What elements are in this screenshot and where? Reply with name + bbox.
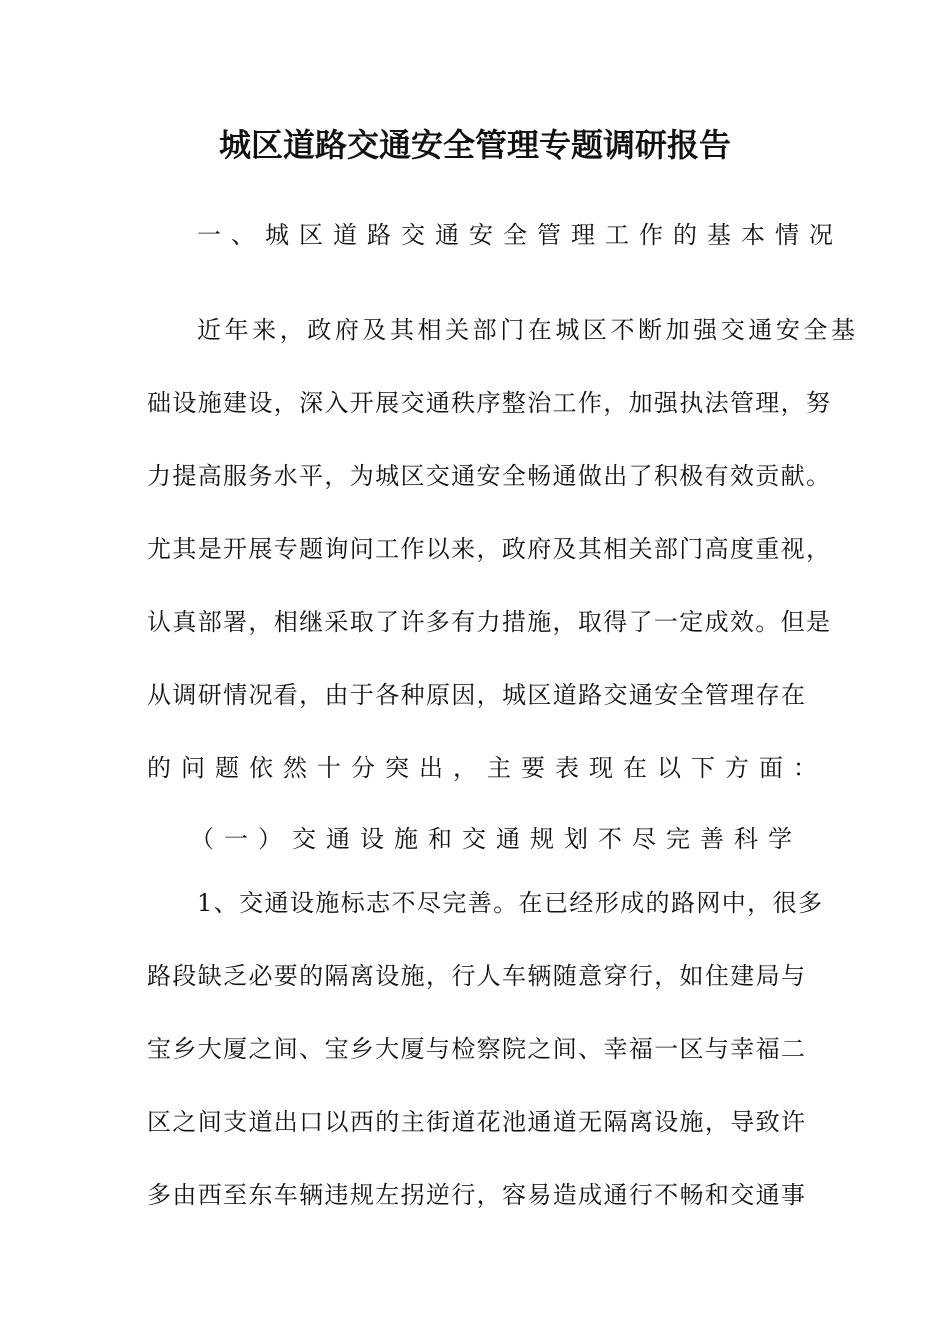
paragraph-line: 础设施建设，深入开展交通秩序整治工作，加强执法管理，努 [147, 389, 830, 417]
paragraph-line: 力提高服务水平，为城区交通安全畅通做出了积极有效贡献。 [147, 462, 830, 490]
paragraph-line: 认真部署，相继采取了许多有力措施，取得了一定成效。但是 [147, 608, 830, 636]
paragraph-line: 1、交通设施标志不尽完善。在已经形成的路网中，很多 [197, 889, 822, 917]
paragraph-line: 尤其是开展专题询问工作以来，政府及其相关部门高度重视， [147, 535, 830, 563]
subsection-heading: （一）交通设施和交通规划不尽完善科学 [190, 825, 802, 853]
paragraph-line: 从调研情况看，由于各种原因，城区道路交通安全管理存在 [147, 681, 805, 709]
paragraph-line: 区之间支道出口以西的主街道花池通道无隔离设施，导致许 [147, 1108, 805, 1136]
paragraph-line: 近年来，政府及其相关部门在城区不断加强交通安全基 [197, 316, 855, 344]
section-heading: 一、城区道路交通安全管理工作的基本情况 [197, 221, 843, 249]
paragraph-line: 多由西至东车辆违规左拐逆行，容易造成通行不畅和交通事 [147, 1181, 805, 1209]
paragraph-line: 的问题依然十分突出，主要表现在以下方面： [147, 754, 827, 782]
document-title: 城区道路交通安全管理专题调研报告 [218, 126, 731, 164]
paragraph-line: 路段缺乏必要的隔离设施，行人车辆随意穿行，如住建局与 [147, 962, 805, 990]
paragraph-line: 宝乡大厦之间、宝乡大厦与检察院之间、幸福一区与幸福二 [147, 1035, 805, 1063]
